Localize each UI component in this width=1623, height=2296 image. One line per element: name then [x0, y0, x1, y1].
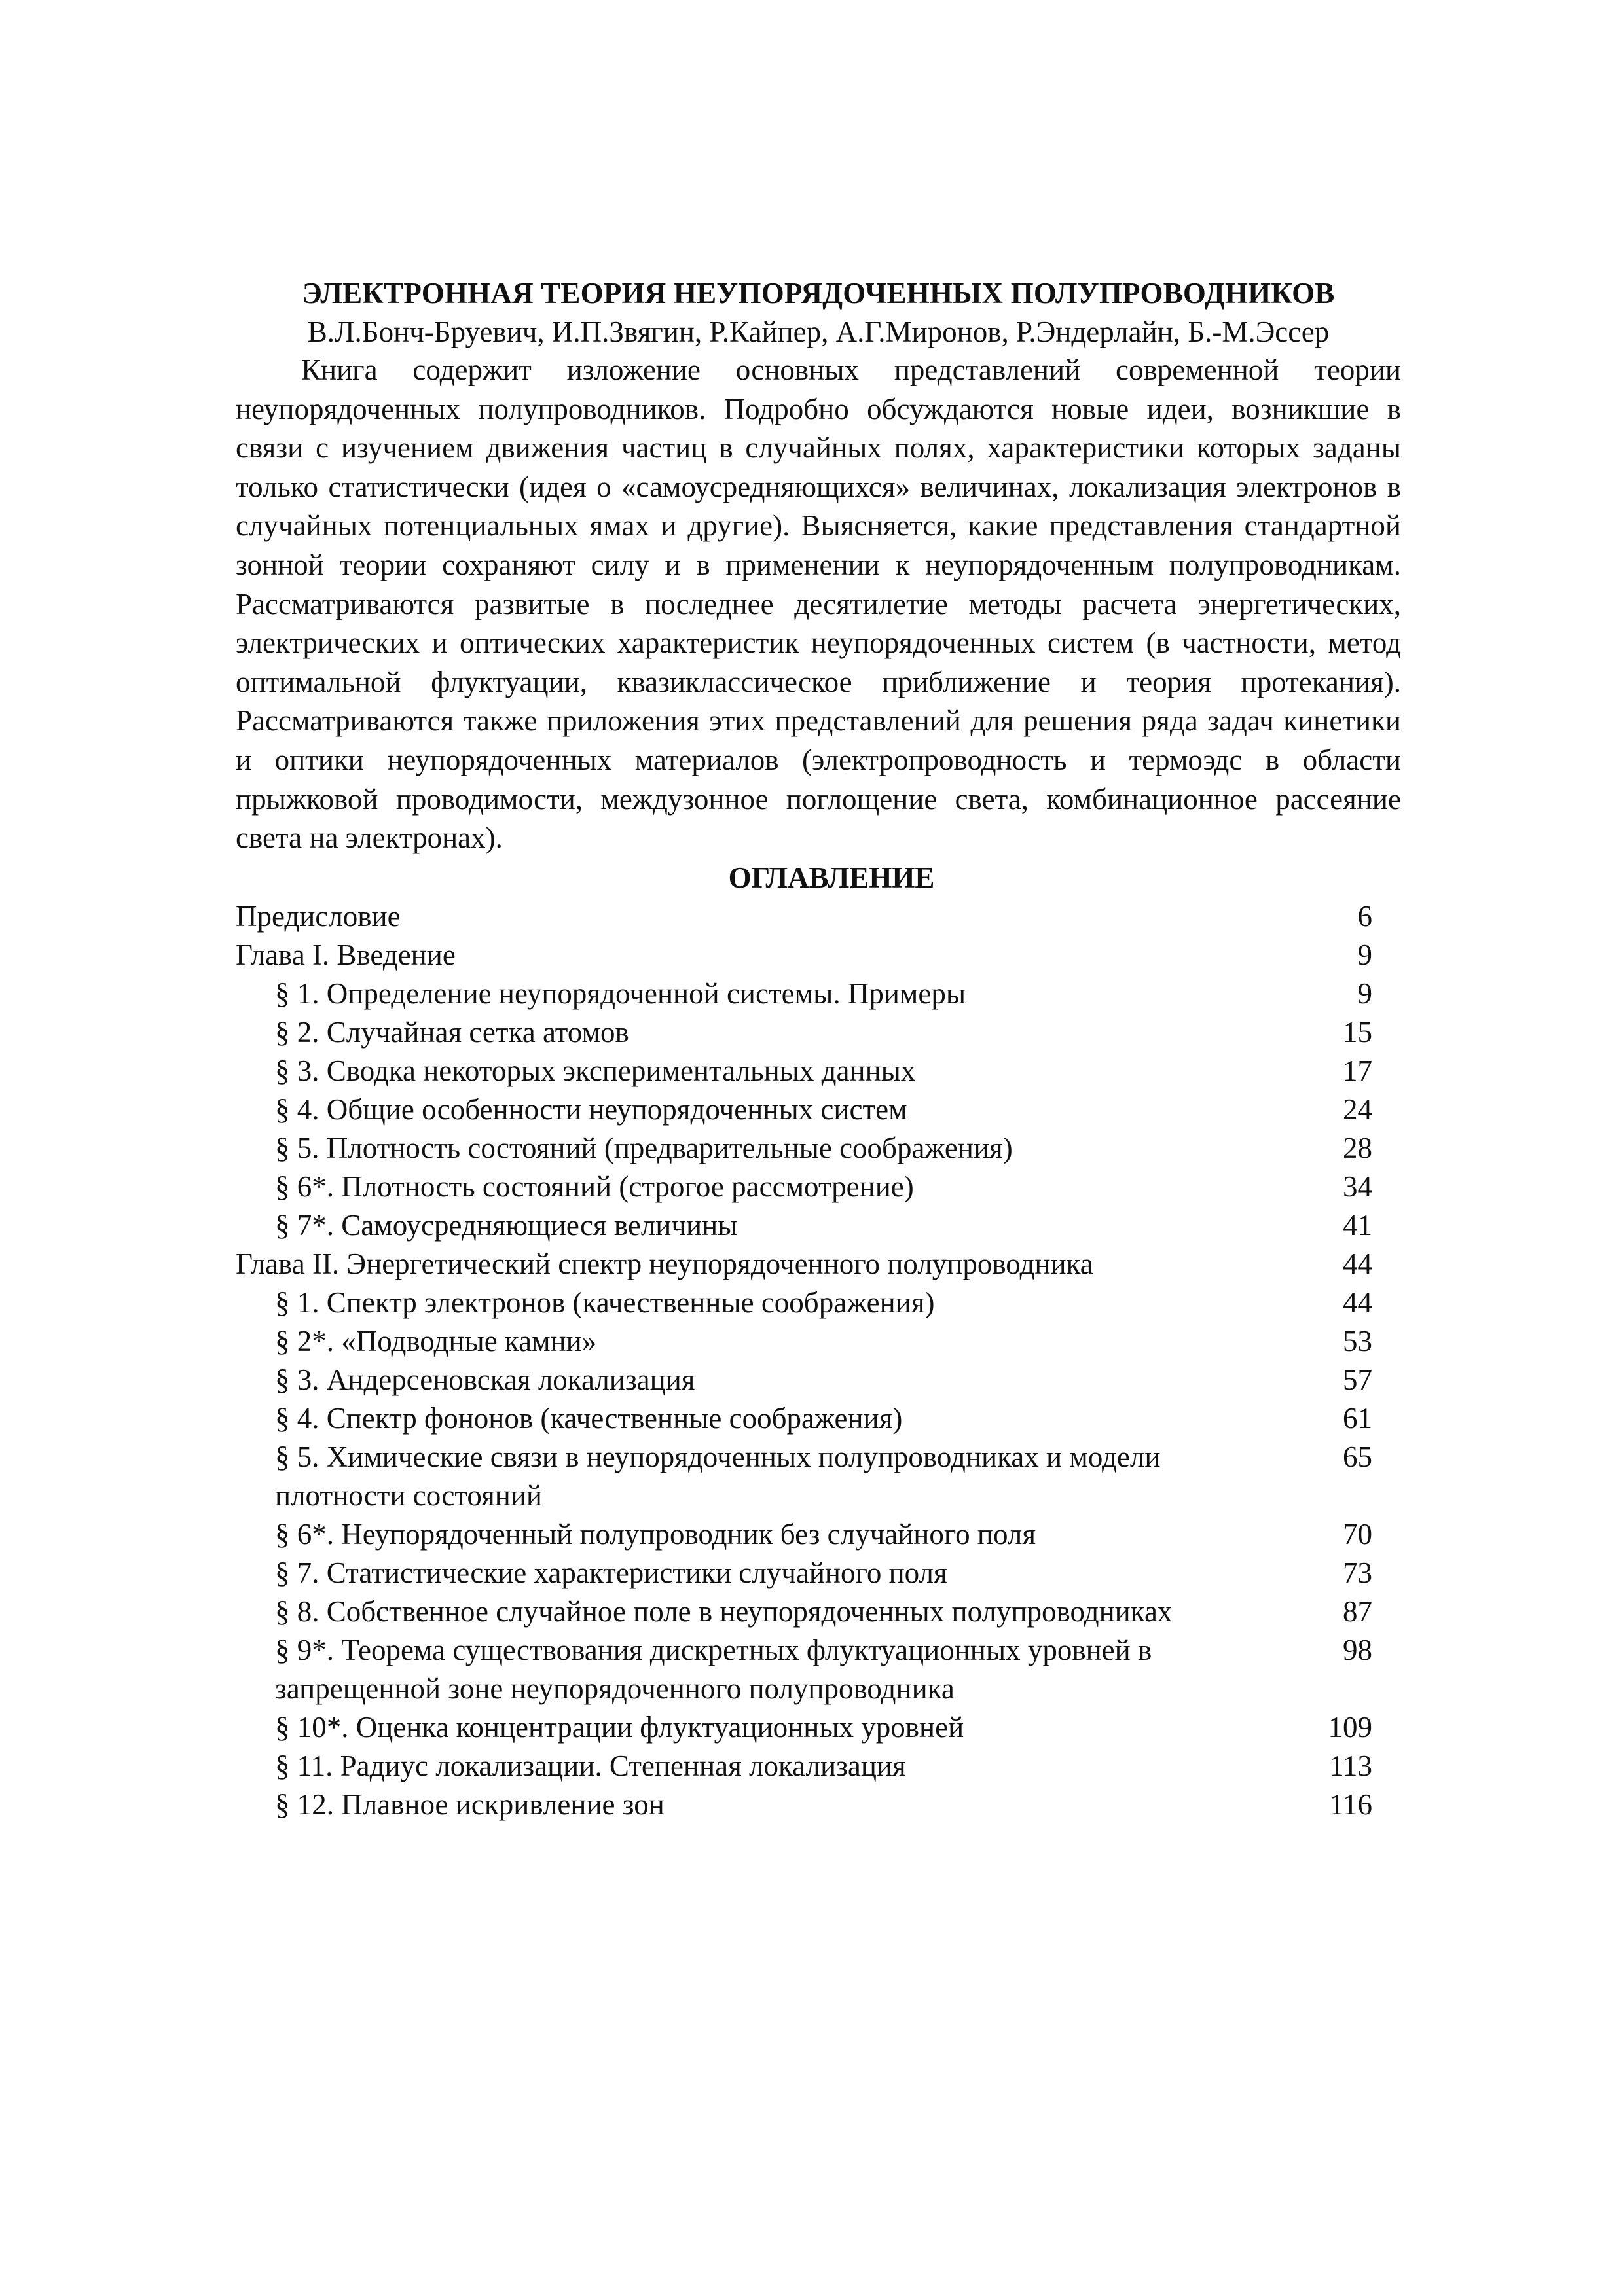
toc-entry-title: § 2*. «Подводные камни» [275, 1324, 597, 1357]
toc-entry-page: 53 [1343, 1324, 1372, 1357]
toc-entry-page: 28 [1343, 1131, 1372, 1164]
toc-entry-title: § 1. Спектр электронов (качественные соображения) [275, 1285, 935, 1319]
toc-entry-page: 9 [1357, 938, 1372, 971]
book-title: ЭЛЕКТРОННАЯ ТЕОРИЯ НЕУПОРЯДОЧЕННЫХ ПОЛУПРОВОДНИКОВ [302, 277, 1335, 310]
toc-entry [236, 975, 1401, 1013]
toc-entry-title: Предисловие [236, 899, 401, 933]
book-abstract: Книга содержит изложение основных представлений современной теории неупорядоченных полупроводников. Подробно обсуждаются новые идеи, возникшие в связи с изучением движения частиц в случайных полях, характеристики которых заданы только статистически (идея о «самоусредняющихся» величинах, локализация электронов в случайных потенциальных ямах и другие). Выясняется, какие представления стандартной зонной теории сохраняют силу и в применении к неупорядоченным полупроводникам. Рассматриваются развитые в последнее десятилетие методы расчета энергетических, электрических и оптических характеристик неупорядоченных систем (в частности, метод оптимальной флуктуации, квазиклассическое приближение и теория протекания). Рассматриваются также приложения этих представлений для решения ряда задач кинетики и оптики неупорядоченных материалов (электропроводность и термоэдс в области прыжковой проводимости, междузонное поглощение света, комбинационное рассеяние света на электронах). [236, 353, 1401, 855]
toc-entry [236, 1515, 1401, 1554]
toc-entry [236, 1361, 1401, 1399]
toc-entry-title: § 5. Химические связи в неупорядоченных полупроводниках и модели плотности состояний [275, 1440, 1161, 1512]
toc-entry-page: 73 [1343, 1556, 1372, 1589]
toc-entry-title: § 6*. Плотность состояний (строгое рассмотрение) [275, 1170, 914, 1203]
toc-entry-page: 34 [1343, 1170, 1372, 1203]
toc-entry [236, 1631, 1401, 1708]
toc-entry [236, 1129, 1401, 1168]
toc-entry-title: § 1. Определение неупорядоченной системы. Примеры [275, 977, 966, 1010]
toc-entry [236, 1322, 1401, 1361]
toc-entry-page: 61 [1343, 1401, 1372, 1435]
toc-entry-page: 70 [1343, 1517, 1372, 1551]
toc-entry-page: 87 [1343, 1594, 1372, 1628]
toc-entry [236, 1399, 1401, 1438]
toc-entry-page: 41 [1343, 1208, 1372, 1242]
toc-entry [236, 1708, 1401, 1747]
toc-entry-page: 116 [1329, 1787, 1372, 1821]
toc-entry-title: § 8. Собственное случайное поле в неупорядоченных полупроводниках [275, 1594, 1173, 1628]
toc-entry [236, 1438, 1401, 1515]
toc-entry [236, 1090, 1401, 1129]
toc-entry-page: 44 [1343, 1247, 1372, 1280]
toc-entry-page: 98 [1343, 1633, 1372, 1666]
toc-entry-title: § 3. Андерсеновская локализация [275, 1363, 695, 1396]
toc-entry-title: § 3. Сводка некоторых экспериментальных данных [275, 1054, 916, 1087]
toc-entry [236, 1747, 1401, 1785]
toc-entry-title: § 9*. Теорема существования дискретных флуктуационных уровней в запрещенной зоне неупорядоченного полупроводника [275, 1633, 1152, 1705]
toc-entry-title: § 4. Общие особенности неупорядоченных систем [275, 1092, 907, 1126]
toc-entry-page: 113 [1329, 1749, 1372, 1782]
toc-entry-title: Глава I. Введение [236, 938, 456, 971]
toc-entry-title: § 12. Плавное искривление зон [275, 1787, 665, 1821]
document-page [236, 274, 1401, 1824]
toc-entry [236, 1592, 1401, 1631]
toc-entry [236, 1052, 1401, 1090]
toc-entry [236, 1283, 1401, 1322]
toc-entry-page: 109 [1328, 1710, 1372, 1744]
toc-heading: ОГЛАВЛЕНИЕ [728, 861, 935, 894]
toc-entry-page: 9 [1357, 977, 1372, 1010]
toc-entry-title: § 7. Статистические характеристики случайного поля [275, 1556, 947, 1589]
toc-entry-title: § 4. Спектр фононов (качественные соображения) [275, 1401, 903, 1435]
toc-entry-title: § 7*. Самоусредняющиеся величины [275, 1208, 738, 1242]
toc-entry-page: 24 [1343, 1092, 1372, 1126]
toc-entry-title: § 5. Плотность состояний (предварительные соображения) [275, 1131, 1013, 1164]
toc-entry [236, 1168, 1401, 1206]
toc-entry [236, 1785, 1401, 1824]
toc-entry-page: 57 [1343, 1363, 1372, 1396]
toc-entry [236, 1013, 1401, 1052]
toc-entry-page: 6 [1357, 899, 1372, 933]
book-authors: В.Л.Бонч-Бруевич, И.П.Звягин, Р.Кайпер, А.Г.Миронов, Р.Эндерлайн, Б.-М.Эссер [307, 315, 1330, 348]
toc-entry-page: 65 [1343, 1440, 1372, 1473]
toc-entry [236, 936, 1401, 975]
toc-entry [236, 1245, 1401, 1283]
toc-entry [236, 897, 1401, 936]
toc-entry-page: 17 [1343, 1054, 1372, 1087]
toc-entry [236, 1206, 1401, 1245]
table-of-contents [236, 897, 1401, 1824]
toc-entry-title: § 2. Случайная сетка атомов [275, 1015, 629, 1049]
toc-entry-title: § 6*. Неупорядоченный полупроводник без случайного поля [275, 1517, 1036, 1551]
toc-entry-page: 44 [1343, 1285, 1372, 1319]
toc-entry-page: 15 [1343, 1015, 1372, 1049]
toc-entry [236, 1554, 1401, 1592]
toc-entry-title: Глава II. Энергетический спектр неупорядоченного полупроводника [236, 1247, 1093, 1280]
toc-entry-title: § 10*. Оценка концентрации флуктуационных уровней [275, 1710, 964, 1744]
toc-entry-title: § 11. Радиус локализации. Степенная локализация [275, 1749, 906, 1782]
